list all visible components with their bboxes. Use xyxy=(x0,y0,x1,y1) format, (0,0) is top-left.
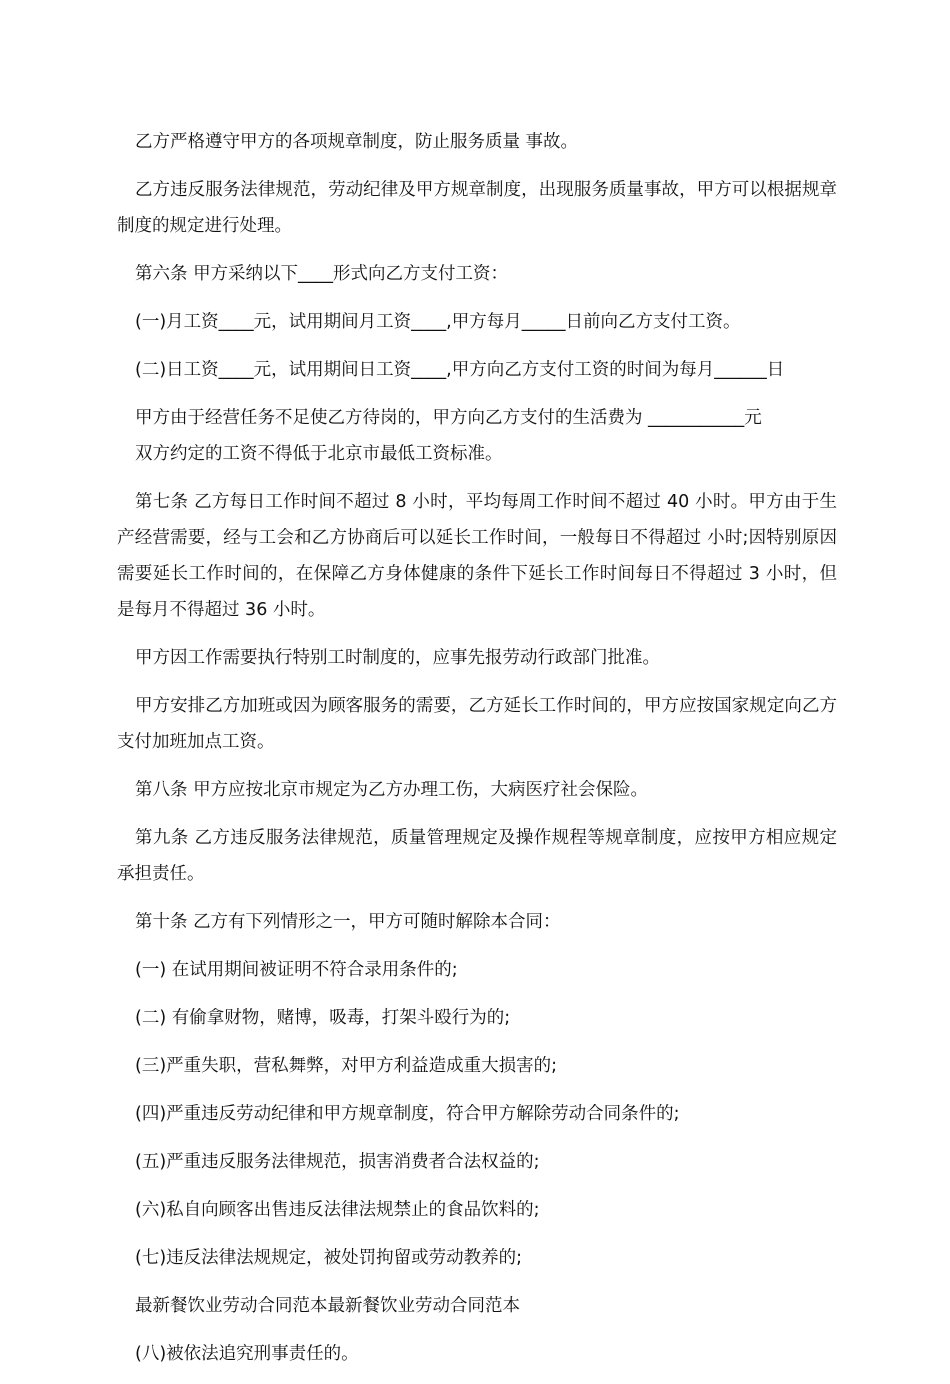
paragraph: (三)严重失职，营私舞弊，对甲方利益造成重大损害的; xyxy=(135,1056,558,1076)
paragraph: 第八条 甲方应按北京市规定为乙方办理工伤，大病医疗社会保险。 xyxy=(135,780,649,800)
document-body xyxy=(117,124,837,1384)
paragraph: (七)违反法律法规规定，被处罚拘留或劳动教养的; xyxy=(135,1248,523,1268)
paragraph: 乙方严格遵守甲方的各项规章制度，防止服务质量 事故。 xyxy=(135,132,579,152)
paragraph: 第六条 甲方采纳以下____形式向乙方支付工资： xyxy=(135,264,509,284)
paragraph: 最新餐饮业劳动合同范本最新餐饮业劳动合同范本 xyxy=(135,1296,520,1316)
paragraph: (二) 有偷拿财物，赌博，吸毒，打架斗殴行为的; xyxy=(135,1008,511,1028)
paragraph: (六)私自向顾客出售违反法律法规禁止的食品饮料的; xyxy=(135,1200,540,1220)
paragraph: (五)严重违反服务法律规范，损害消费者合法权益的; xyxy=(135,1152,540,1172)
paragraph: 甲方安排乙方加班或因为顾客服务的需要，乙方延长工作时间的，甲方应按国家规定向乙方支付加班加点工资。 xyxy=(117,696,837,752)
paragraph: (四)严重违反劳动纪律和甲方规章制度，符合甲方解除劳动合同条件的; xyxy=(135,1104,680,1124)
paragraph: (一)月工资____元，试用期间月工资____,甲方每月_____日前向乙方支付工资。 xyxy=(135,312,741,332)
paragraph: 第七条 乙方每日工作时间不超过 8 小时，平均每周工作时间不超过 40 小时。甲方由于生产经营需要，经与工会和乙方协商后可以延长工作时间，一般每日不得超过 小时;因特别原因需要延长工作时间的，在保障乙方身体健康的条件下延长工作时间每日不得超过 3 小时，但是每月不得超过 36 小时。 xyxy=(117,492,837,620)
paragraph: 双方约定的工资不得低于北京市最低工资标准。 xyxy=(135,444,503,464)
paragraph: 第九条 乙方违反服务法律规范，质量管理规定及操作规程等规章制度，应按甲方相应规定承担责任。 xyxy=(117,828,837,884)
paragraph: 第十条 乙方有下列情形之一，甲方可随时解除本合同： xyxy=(135,912,561,932)
paragraph: 乙方违反服务法律规范，劳动纪律及甲方规章制度，出现服务质量事故，甲方可以根据规章制度的规定进行处理。 xyxy=(117,180,837,236)
paragraph: (二)日工资____元，试用期间日工资____,甲方向乙方支付工资的时间为每月______日 xyxy=(135,360,785,380)
paragraph: (一) 在试用期间被证明不符合录用条件的; xyxy=(135,960,458,980)
paragraph: 甲方由于经营任务不足使乙方待岗的，甲方向乙方支付的生活费为 ___________元 xyxy=(135,408,762,428)
paragraph: (八)被依法追究刑事责任的。 xyxy=(135,1344,359,1364)
paragraph: 甲方因工作需要执行特别工时制度的，应事先报劳动行政部门批准。 xyxy=(135,648,660,668)
